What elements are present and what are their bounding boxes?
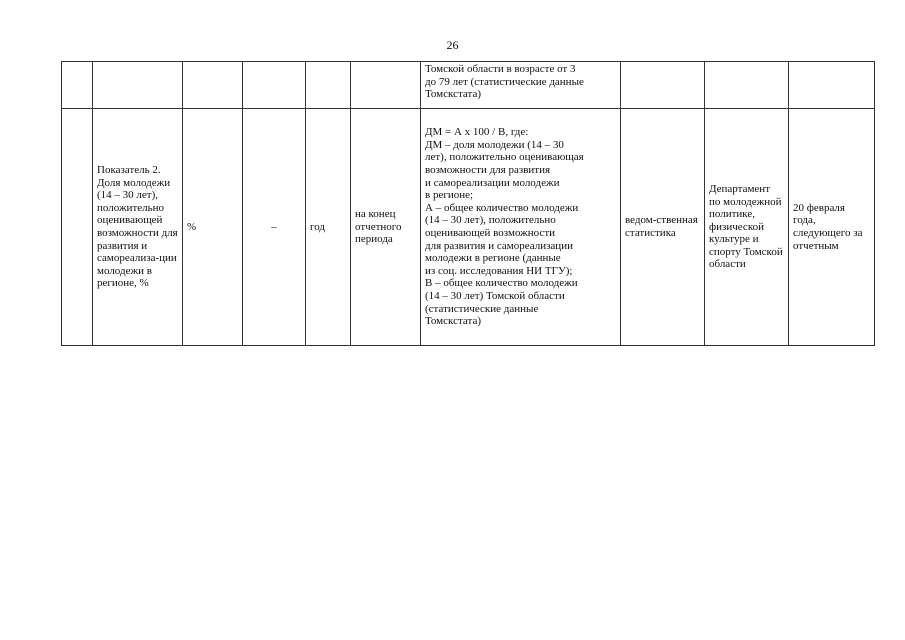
cell-dash: – <box>243 109 306 346</box>
cell-source <box>621 62 705 109</box>
cell-calculation <box>421 109 621 346</box>
calc-line: оценивающей возможности <box>425 227 556 239</box>
cell-source: ведом-ственная статистика <box>621 109 705 346</box>
cell-calculation <box>421 62 621 109</box>
cell-unit <box>183 62 243 109</box>
calc-line: из соц. исследования НИ ТГУ); <box>425 264 573 277</box>
calc-line: в регионе; <box>425 189 474 202</box>
cell-periodicity <box>306 62 351 109</box>
calc-line: до 79 лет (статистические данные <box>425 75 584 88</box>
page-number: 26 <box>446 38 459 52</box>
cell-responsible <box>705 62 789 109</box>
calc-line: молодежи в регионе (данные <box>425 252 561 265</box>
calc-line: возможности для развития <box>425 164 551 177</box>
table-row <box>62 62 875 109</box>
cell-periodicity: год <box>306 109 351 346</box>
cell-unit: % <box>183 109 243 346</box>
calc-line: А – общее количество молодежи <box>425 201 579 214</box>
calc-line: Томскстата) <box>425 315 482 328</box>
calc-line: ДМ – доля молодежи (14 – 30 <box>425 138 564 151</box>
calc-line: и самореализации молодежи <box>425 176 560 189</box>
cell-responsible: Департамент по молодежной политике, физической культуре и спорту Томской области <box>705 109 789 346</box>
calc-line: для развития и самореализации <box>425 239 573 252</box>
calc-line: (14 – 30 лет) Томской области <box>425 289 565 302</box>
cell-indicator: Показатель 2. Доля молодежи (14 – 30 лет), положительно оценивающей возможности для развития и самореализа-ции молодежи в регионе, % <box>93 109 183 346</box>
calc-line: В – общее количество молодежи <box>425 277 578 290</box>
indicator-table <box>61 61 875 346</box>
calc-line: (статистические данные <box>425 302 539 315</box>
cell-period: на конец отчетного периода <box>351 109 421 346</box>
cell-deadline <box>789 62 875 109</box>
cell-period <box>351 62 421 109</box>
calc-line: Томской области в возрасте от 3 <box>425 63 576 75</box>
calc-line: ДМ = А х 100 / В, где: <box>425 126 529 139</box>
cell-deadline: 20 февраля года, следующего за отчетным <box>789 109 875 346</box>
calc-line: (14 – 30 лет), положительно <box>425 214 556 227</box>
cell-number <box>62 109 93 346</box>
calc-line: Томскстата) <box>425 88 482 101</box>
calc-line: лет), положительно оценивающая <box>425 151 584 164</box>
cell-indicator <box>93 62 183 109</box>
cell-dash <box>243 62 306 109</box>
cell-number <box>62 62 93 109</box>
table-row <box>62 109 875 346</box>
